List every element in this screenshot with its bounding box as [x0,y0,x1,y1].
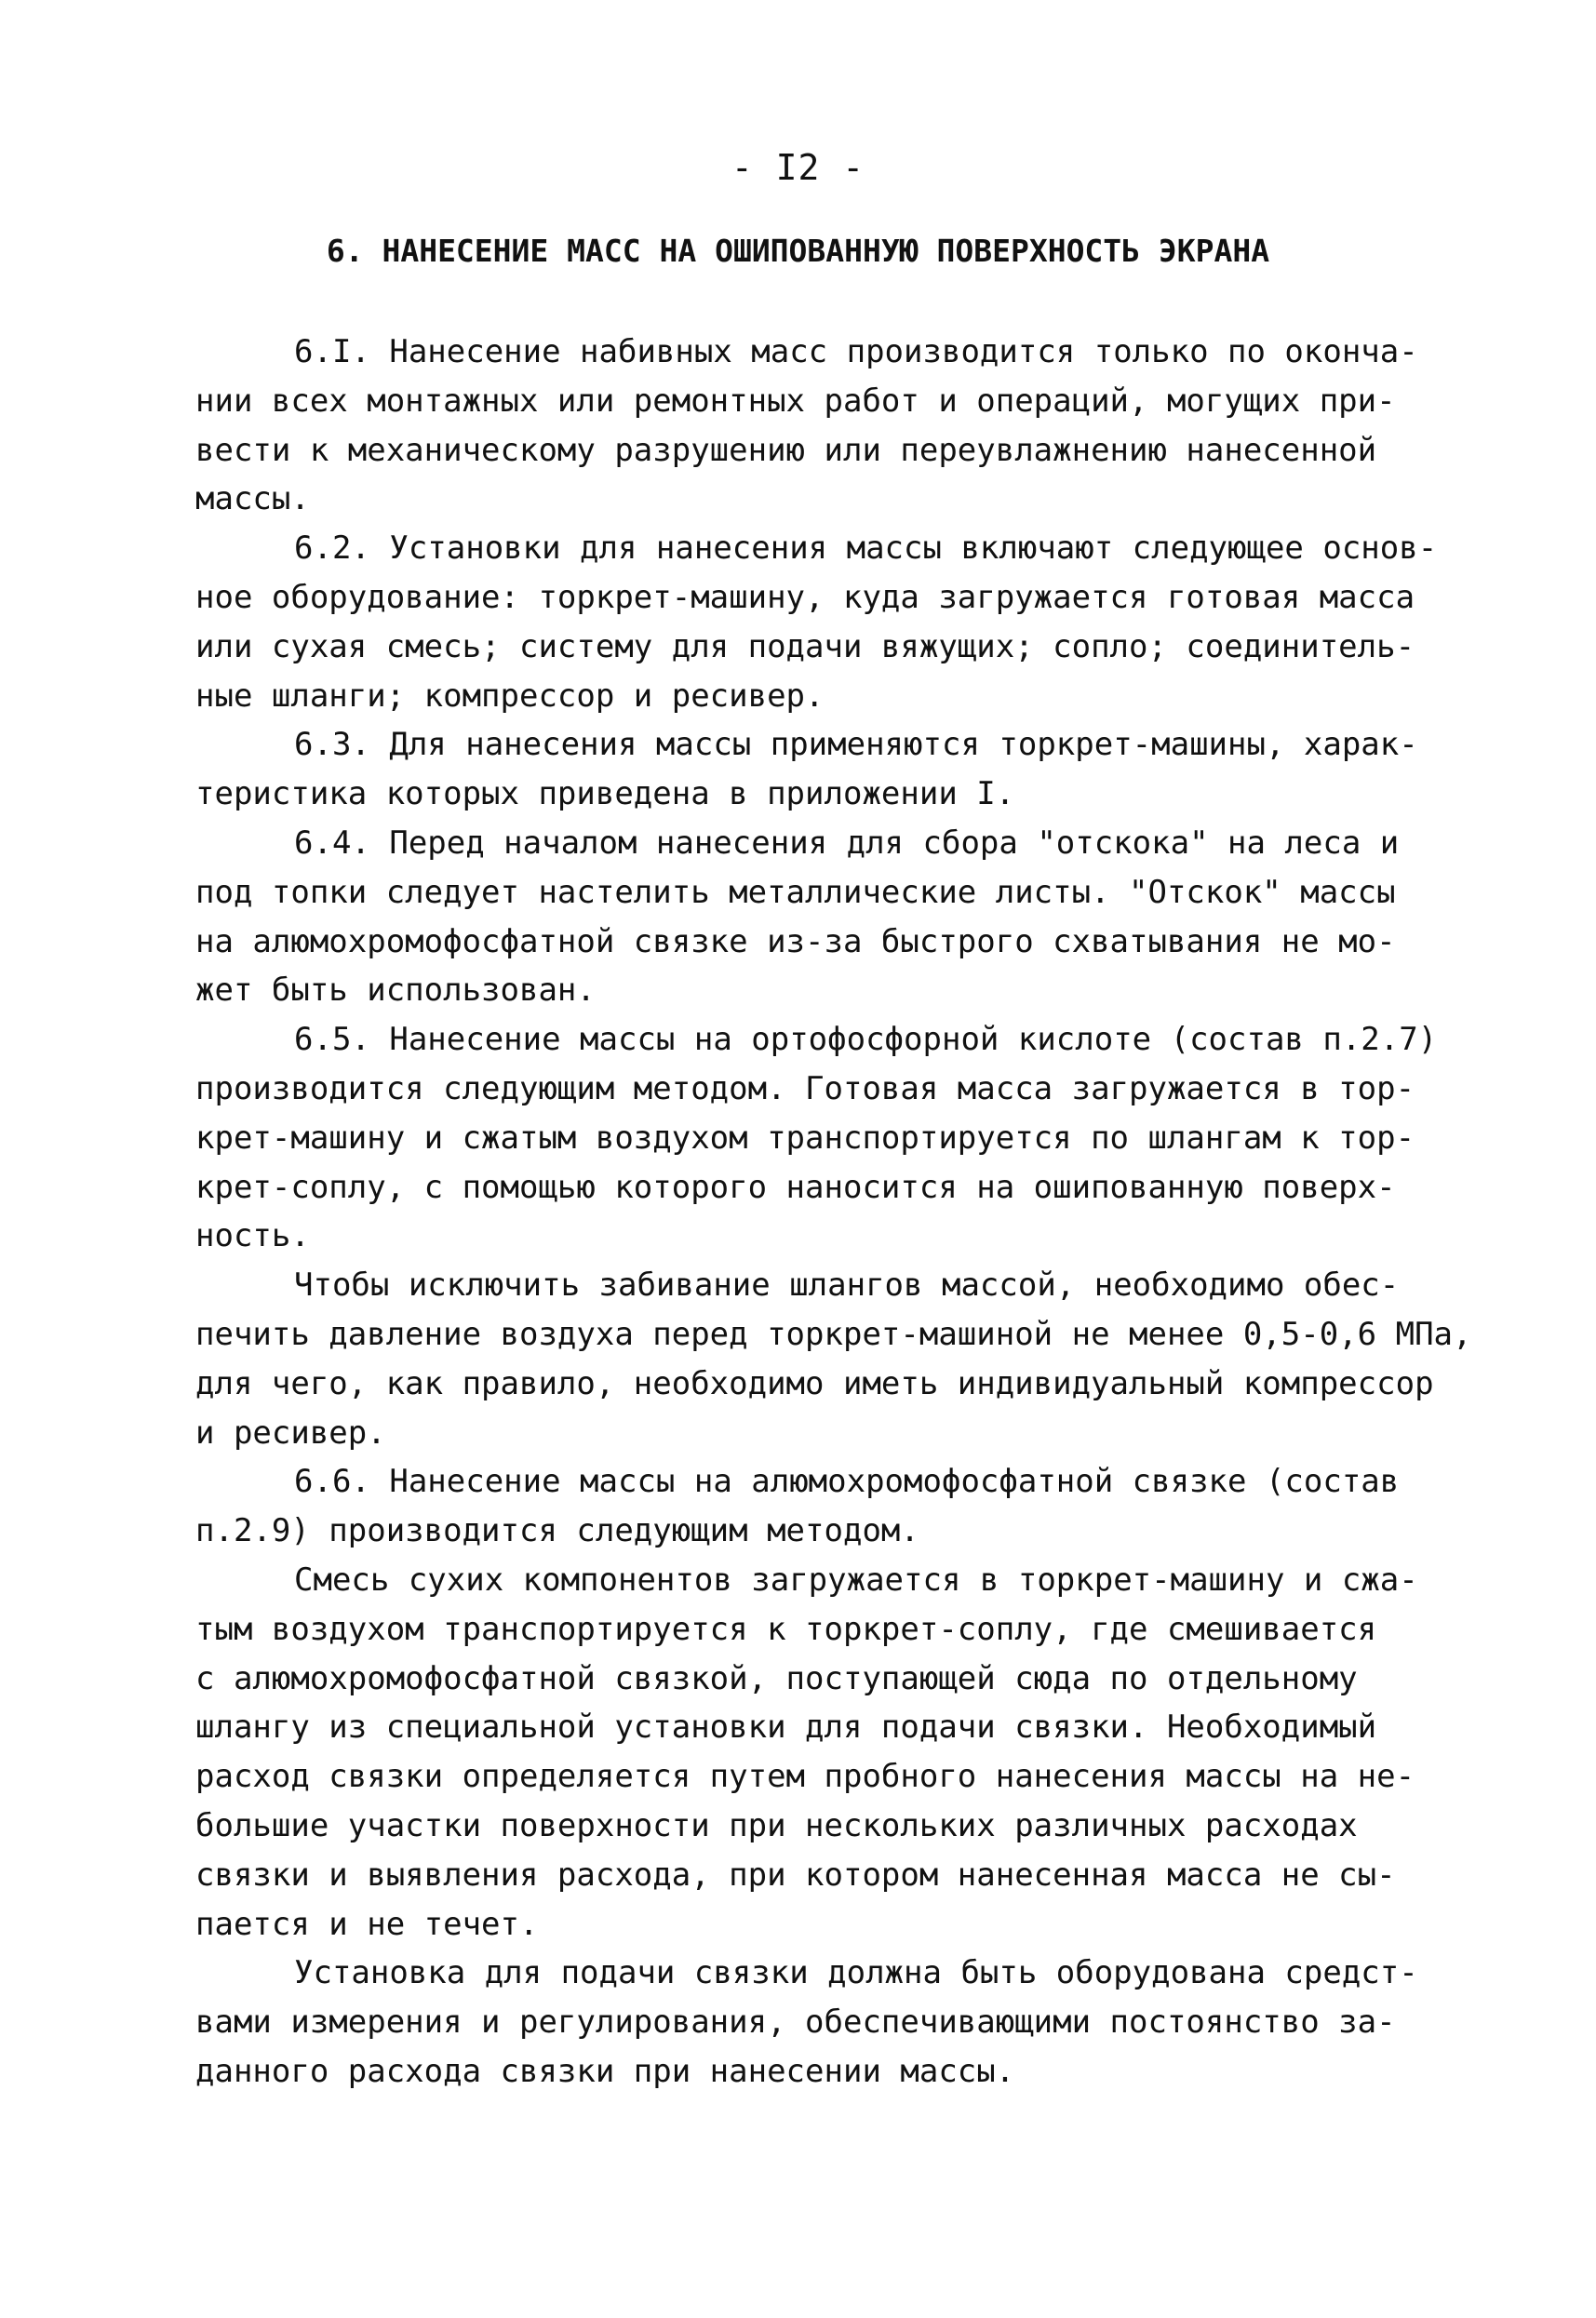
text-line: производится следующим методом. Готовая масса загружается в тор- [195,1069,1415,1107]
text-line: крет-машину и сжатым воздухом транспортируется по шлангам к тор- [195,1119,1415,1157]
text-line: данного расхода связки при нанесении массы. [195,2052,1015,2090]
text-line: большие участки поверхности при нескольких различных расходах [195,1806,1358,1844]
text-line: или сухая смесь; систему для подачи вяжущих; сопло; соединитель- [195,627,1415,665]
text-line: под топки следует настелить металлические листы. "Отскок" массы [195,873,1396,911]
text-line: шлангу из специальной установки для подачи связки. Необходимый [195,1708,1377,1747]
text-line: тым воздухом транспортируется к торкрет-соплу, где смешивается [195,1610,1377,1648]
text-line: 6.4. Перед началом нанесения для сбора "отскока" на леса и [294,824,1400,862]
text-line: Смесь сухих компонентов загружается в торкрет-машину и сжа- [294,1561,1418,1599]
text-line: жет быть использован. [195,971,596,1010]
text-line: 6.6. Нанесение массы на алюмохромофосфатной связке (состав [294,1463,1400,1501]
text-line: расход связки определяется путем пробного нанесения массы на не- [195,1758,1415,1796]
text-line: нии всех монтажных или ремонтных работ и операций, могущих при- [195,382,1396,420]
text-line: крет-соплу, с помощью которого наносится на ошипованную поверх- [195,1168,1396,1206]
text-line: Чтобы исключить забивание шлангов массой, необходимо обес- [294,1266,1400,1305]
text-line: п.2.9) производится следующим методом. [195,1512,919,1550]
section-title: 6. НАНЕСЕНИЕ МАСС НА ОШИПОВАННУЮ ПОВЕРХНОСТЬ ЭКРАНА [326,233,1270,269]
text-line: с алюмохромофосфатной связкой, поступающей сюда по отдельному [195,1659,1358,1697]
text-line: массы. [195,480,310,518]
text-line: 6.2. Установки для нанесения массы включают следующее основ- [294,529,1438,568]
page-number: - I2 - [731,147,865,188]
text-line: ные шланги; компрессор и ресивер. [195,677,825,715]
text-line: связки и выявления расхода, при котором нанесенная масса не сы- [195,1856,1396,1894]
text-line: 6.5. Нанесение массы на ортофосфорной кислоте (состав п.2.7) [294,1021,1438,1059]
body-text [195,328,1508,2097]
text-line: вами измерения и регулирования, обеспечивающими постоянство за- [195,2003,1396,2042]
text-line: 6.I. Нанесение набивных масс производится только по оконча- [294,333,1418,370]
text-line: ное оборудование: торкрет-машину, куда загружается готовая масса [195,578,1415,616]
text-line: вести к механическому разрушению или переувлажнению нанесенной [195,431,1377,469]
text-line: на алюмохромофосфатной связке из-за быстрого схватывания не мо- [195,922,1396,960]
text-line: для чего, как правило, необходимо иметь индивидуальный компрессор [195,1364,1434,1402]
text-line: Установка для подачи связки должна быть оборудована средст- [294,1954,1418,1992]
text-line: 6.3. Для нанесения массы применяются торкрет-машины, харак- [294,726,1418,764]
text-line: и ресивер. [195,1414,386,1452]
text-line: ность. [195,1217,310,1255]
text-line: теристика которых приведена в приложении I. [195,775,1015,813]
text-line: пается и не течет. [195,1905,539,1943]
text-line: печить давление воздуха перед торкрет-машиной не менее 0,5-0,6 МПа, [195,1315,1472,1353]
